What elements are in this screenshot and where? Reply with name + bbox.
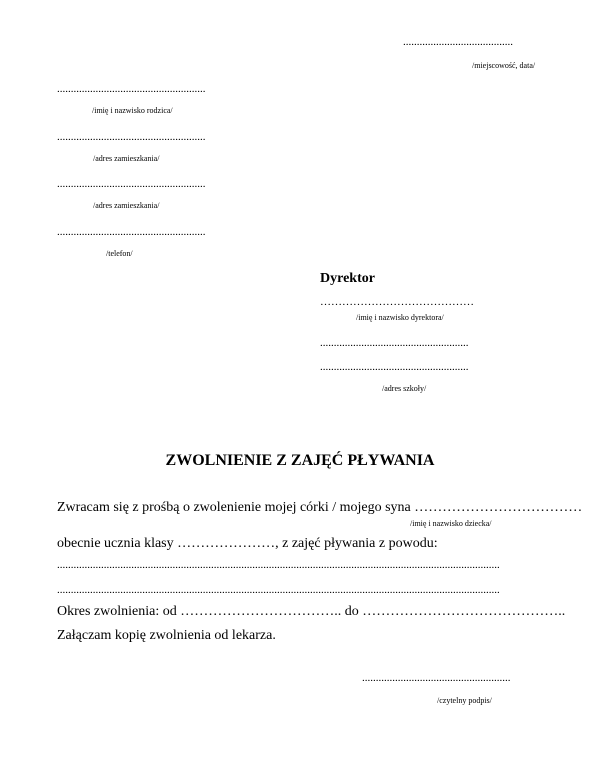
director-name-dots: …………………………………… — [320, 296, 474, 308]
director-heading: Dyrektor — [320, 271, 375, 286]
parent-address2-dots: ...................................................... — [57, 178, 206, 190]
reason-dots-2: ................................................................................................................................................................. — [57, 584, 500, 596]
document-title: ZWOLNIENIE Z ZAJĘĆ PŁYWANIA — [165, 452, 435, 469]
child-name-label: /imię i nazwisko dziecka/ — [410, 519, 492, 528]
request-line-2: obecnie ucznia klasy …………………, z zajęć pływania z powodu: — [57, 536, 438, 551]
place-date-dots: ........................................ — [403, 36, 513, 48]
parent-phone-dots: ...................................................... — [57, 226, 206, 238]
school-address-dots-1: ...................................................... — [320, 337, 469, 349]
school-address-label: /adres szkoły/ — [382, 384, 427, 393]
parent-address2-label: /adres zamieszkania/ — [93, 201, 160, 210]
signature-label: /czytelny podpis/ — [437, 696, 492, 705]
request-line-1: Zwracam się z prośbą o zwolenienie mojej córki / mojego syna ……………………………… — [57, 500, 583, 515]
signature-dots: ...................................................... — [362, 672, 511, 684]
parent-address1-dots: ...................................................... — [57, 131, 206, 143]
parent-name-label: /imię i nazwisko rodzica/ — [92, 106, 173, 115]
director-name-label: /imię i nazwisko dyrektora/ — [356, 313, 444, 322]
parent-phone-label: /telefon/ — [106, 249, 133, 258]
exemption-period: Okres zwolnienia: od …………………………….. do …………………………………….. — [57, 604, 566, 619]
reason-dots-1: ................................................................................................................................................................. — [57, 559, 500, 571]
parent-address1-label: /adres zamieszkania/ — [93, 154, 160, 163]
attachment-note: Załączam kopię zwolnienia od lekarza. — [57, 628, 276, 643]
place-date-label: /miejscowość, data/ — [472, 61, 536, 70]
school-address-dots-2: ...................................................... — [320, 361, 469, 373]
parent-name-dots: ...................................................... — [57, 83, 206, 95]
